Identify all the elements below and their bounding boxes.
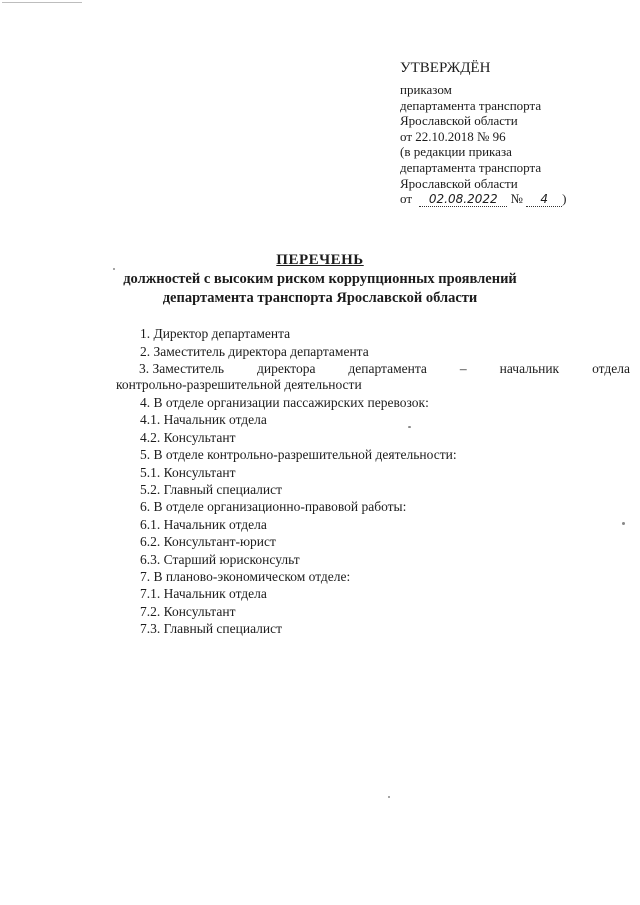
document-title: ПЕРЕЧЕНЬ — [276, 252, 364, 268]
approval-line: департамента транспорта — [400, 97, 542, 113]
list-item: 7.3. Главный специалист — [140, 621, 283, 636]
handwritten-number: 4 — [526, 193, 562, 207]
document-subtitle-line2: департамента транспорта Ярославской области — [162, 290, 478, 306]
approval-line: (в редакции приказа — [400, 144, 512, 160]
list-word: отдела — [592, 361, 630, 376]
list-word: – — [459, 361, 467, 376]
list-item: 2. Заместитель директора департамента — [140, 344, 369, 359]
list-item: 7.1. Начальник отдела — [140, 586, 267, 601]
list-item-justified — [139, 361, 630, 377]
scan-speck — [408, 426, 411, 428]
list-item: 5. В отделе контрольно-разрешительной деятельности: — [140, 447, 457, 462]
from-prefix: от — [400, 191, 413, 207]
scan-speck — [388, 796, 390, 798]
scan-artifact — [2, 2, 82, 3]
document-subtitle-line1: должностей с высоким риском коррупционных проявлений — [123, 271, 517, 287]
list-item: 6. В отделе организационно-правовой работы: — [140, 499, 407, 514]
list-item: 5.2. Главный специалист — [140, 482, 283, 497]
list-item-continuation: контрольно-разрешительной деятельности — [116, 377, 362, 392]
list-item: 7. В планово-экономическом отделе: — [140, 569, 351, 584]
list-item: 6.2. Консультант-юрист — [140, 534, 276, 549]
scan-speck — [622, 522, 625, 525]
approval-heading: УТВЕРЖДЁН — [400, 60, 491, 76]
list-item: 6.1. Начальник отдела — [140, 517, 267, 532]
approval-line: департамента транспорта — [400, 159, 542, 175]
list-item: 6.3. Старший юрисконсульт — [140, 552, 300, 567]
list-word: 3. Заместитель — [139, 361, 225, 376]
list-item: 4.1. Начальник отдела — [140, 412, 267, 427]
approval-line: от 22.10.2018 № 96 — [400, 128, 506, 144]
list-word: директора — [257, 361, 316, 376]
number-sign: № — [510, 191, 523, 207]
approval-stamp-block — [400, 58, 630, 207]
handwritten-date: 02.08.2022 — [419, 193, 507, 207]
list-item: 4. В отделе организации пассажирских перевозок: — [140, 395, 429, 410]
list-word: начальник — [499, 361, 560, 376]
closing-paren: ) — [562, 191, 567, 207]
approval-line: приказом — [400, 82, 452, 97]
list-item: 4.2. Консультант — [140, 430, 236, 445]
list-item: 5.1. Консультант — [140, 465, 236, 480]
approval-date-line — [400, 191, 630, 207]
scan-speck — [113, 268, 115, 270]
list-word: департамента — [348, 361, 427, 376]
approval-line: Ярославской области — [400, 175, 518, 191]
list-item: 1. Директор департамента — [140, 326, 291, 341]
approval-line: Ярославской области — [400, 113, 518, 129]
list-item: 7.2. Консультант — [140, 604, 236, 619]
